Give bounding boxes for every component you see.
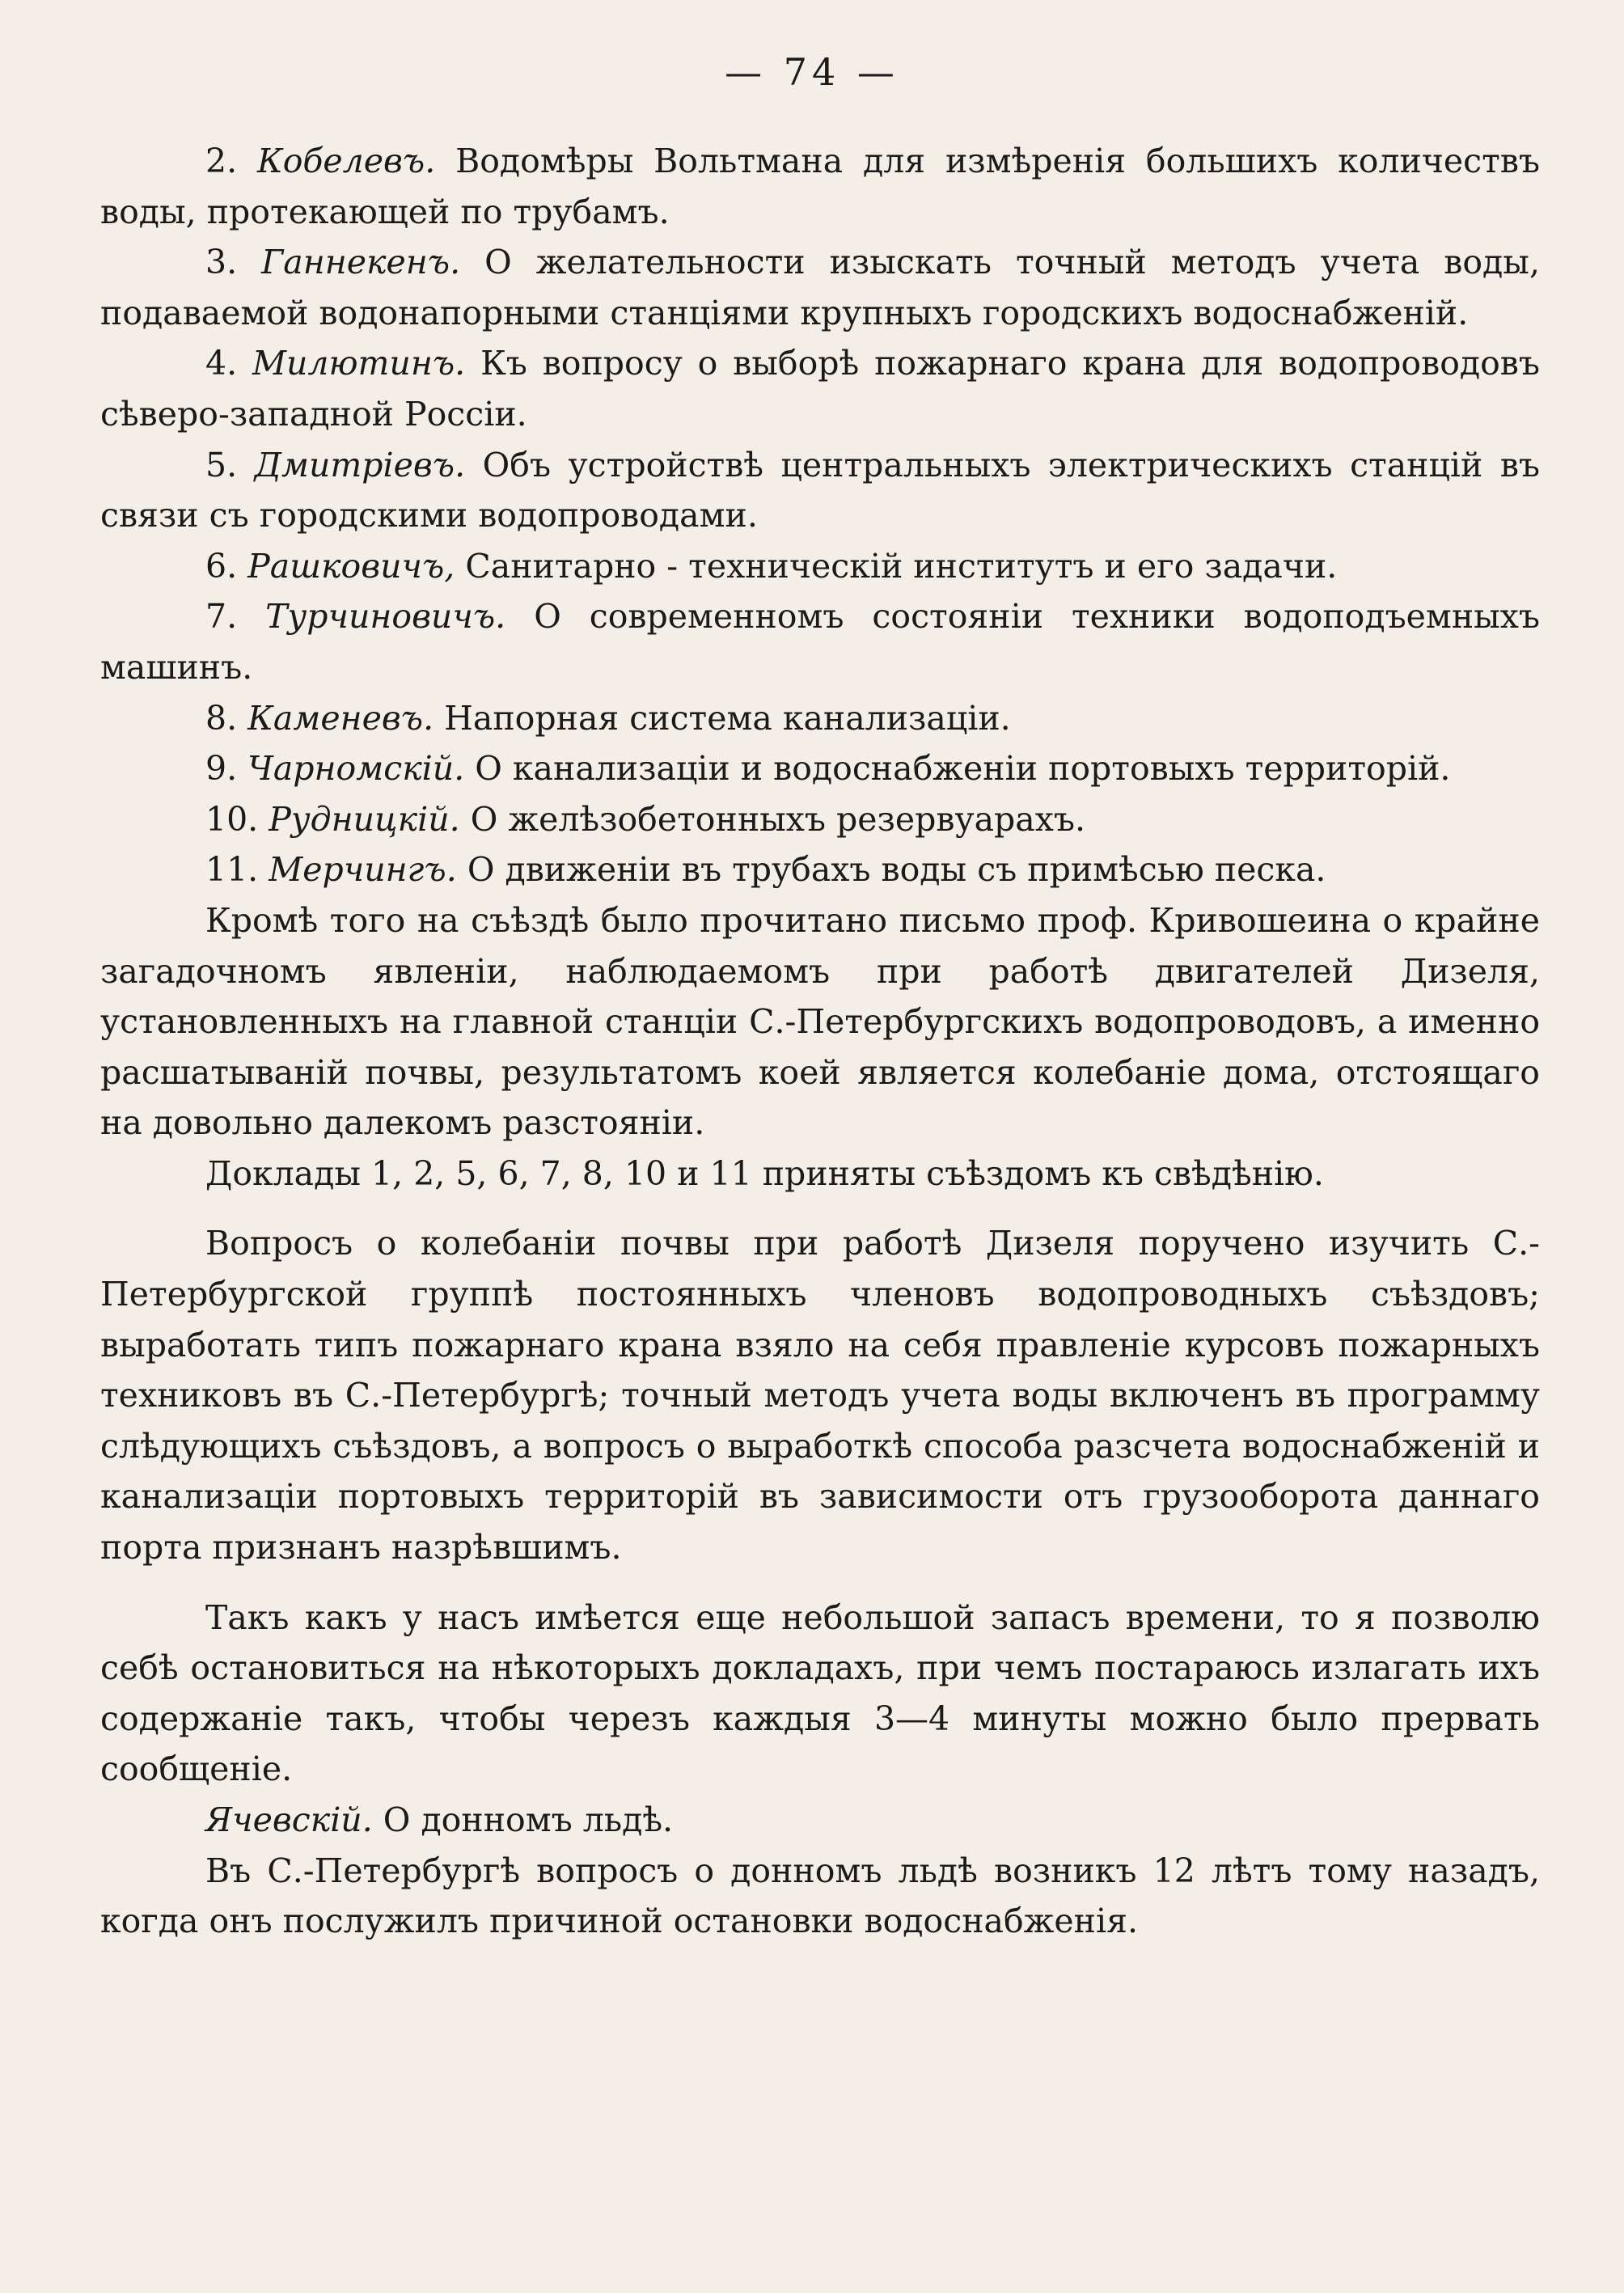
report-item-10 bbox=[100, 794, 1540, 845]
report-number: 8. bbox=[205, 698, 238, 738]
report-title: О канализаціи и водоснабженіи портовыхъ территорій. bbox=[475, 749, 1451, 789]
report-title: О современномъ состояніи техники водоподъемныхъ машинъ. bbox=[100, 597, 1540, 687]
report-author: Мерчингъ. bbox=[269, 850, 457, 890]
report-number: 5. bbox=[205, 445, 238, 484]
report-title: О желѣзобетонныхъ резервуарахъ. bbox=[470, 799, 1085, 839]
paragraph-gap bbox=[100, 1573, 1540, 1593]
section-author: Ячевскій. bbox=[205, 1800, 373, 1839]
report-item-9 bbox=[100, 743, 1540, 794]
report-number: 11. bbox=[205, 850, 259, 890]
report-author: Чарномскій. bbox=[247, 749, 465, 789]
paragraph-decisions: Вопросъ о колебаніи почвы при работѣ Дизеля поручено изучить С.-Петербургской группѣ постоянныхъ членовъ водопроводныхъ съѣздовъ; выработать типъ пожарнаго крана взяло на себя правленіе курсовъ пожарныхъ техниковъ въ С.-Петербургѣ; точный методъ учета воды включенъ въ программу слѣдующихъ съѣздовъ, а вопросъ о выработкѣ способа разсчета водоснабженій и канализаціи портовыхъ территорій въ зависимости отъ грузооборота даннаго порта признанъ назрѣвшимъ. bbox=[100, 1224, 1540, 1567]
report-item-4 bbox=[100, 338, 1540, 439]
page-text bbox=[100, 136, 1540, 1947]
paragraph-last: Въ С.-Петербургѣ вопросъ о донномъ льдѣ возникъ 12 лѣтъ тому назадъ, когда онъ послужилъ причиной остановки водоснабженія. bbox=[100, 1851, 1540, 1941]
report-title: Объ устройствѣ центральныхъ электрическихъ станцій въ связи съ городскими водопроводами. bbox=[100, 445, 1540, 535]
report-title: Водомѣры Вольтмана для измѣренія большихъ количествъ воды, протекающей по трубамъ. bbox=[100, 142, 1540, 231]
report-item-6 bbox=[100, 541, 1540, 592]
report-item-5 bbox=[100, 440, 1540, 541]
section-heading bbox=[100, 1795, 1540, 1846]
report-title: О движеніи въ трубахъ воды съ примѣсью песка. bbox=[467, 850, 1326, 890]
report-author: Милютинъ. bbox=[252, 344, 466, 383]
report-number: 4. bbox=[205, 344, 238, 383]
report-number: 3. bbox=[205, 243, 238, 282]
paragraph-gap bbox=[100, 1199, 1540, 1218]
paragraph-time: Такъ какъ у насъ имѣется еще небольшой запасъ времени, то я позволю себѣ остановиться на нѣкоторыхъ докладахъ, при чемъ постараюсь излагать ихъ содержаніе такъ, чтобы черезъ каждыя 3—4 минуты можно было прервать сообщеніе. bbox=[100, 1597, 1540, 1789]
report-item-3 bbox=[100, 237, 1540, 338]
report-number: 7. bbox=[205, 597, 238, 637]
section-title: О донномъ льдѣ. bbox=[383, 1800, 674, 1839]
report-title: О желательности изыскать точный методъ учета воды, подаваемой водонапорными станціями крупныхъ городскихъ водоснабженій. bbox=[100, 243, 1540, 332]
report-number: 10. bbox=[205, 799, 259, 839]
report-number: 9. bbox=[205, 749, 238, 789]
report-title: Напорная система канализаціи. bbox=[444, 698, 1011, 738]
report-author: Турчиновичъ. bbox=[265, 597, 506, 637]
report-item-7 bbox=[100, 591, 1540, 692]
report-author: Каменевъ. bbox=[247, 698, 434, 738]
report-author: Рашковичъ, bbox=[247, 546, 455, 586]
paragraph-accepted: Доклады 1, 2, 5, 6, 7, 8, 10 и 11 приняты съѣздомъ къ свѣдѣнію. bbox=[205, 1153, 1324, 1193]
report-item-11 bbox=[100, 844, 1540, 895]
report-number: 6. bbox=[205, 546, 238, 586]
report-title: Къ вопросу о выборѣ пожарнаго крана для водопроводовъ сѣверо-западной Россіи. bbox=[100, 344, 1540, 434]
report-number: 2. bbox=[205, 142, 238, 180]
report-author: Рудницкій. bbox=[269, 799, 460, 839]
page-number: — 74 — bbox=[725, 50, 899, 94]
report-author: Ганнекенъ. bbox=[261, 243, 461, 282]
report-item-8 bbox=[100, 693, 1540, 744]
report-author: Кобелевъ. bbox=[256, 142, 436, 180]
report-author: Дмитріевъ. bbox=[254, 445, 466, 484]
report-title: Санитарно - техническій институтъ и его задачи. bbox=[465, 546, 1338, 586]
report-item-2 bbox=[100, 136, 1540, 237]
paragraph-letter: Кромѣ того на съѣздѣ было прочитано письмо проф. Кривошеина о крайне загадочномъ явленіи, наблюдаемомъ при работѣ двигателей Дизеля, установленныхъ на главной станціи С.-Петербургскихъ водопроводовъ, а именно расшатываній почвы, результатомъ коей является колебаніе дома, отстоящаго на довольно далекомъ разстояніи. bbox=[100, 900, 1540, 1143]
